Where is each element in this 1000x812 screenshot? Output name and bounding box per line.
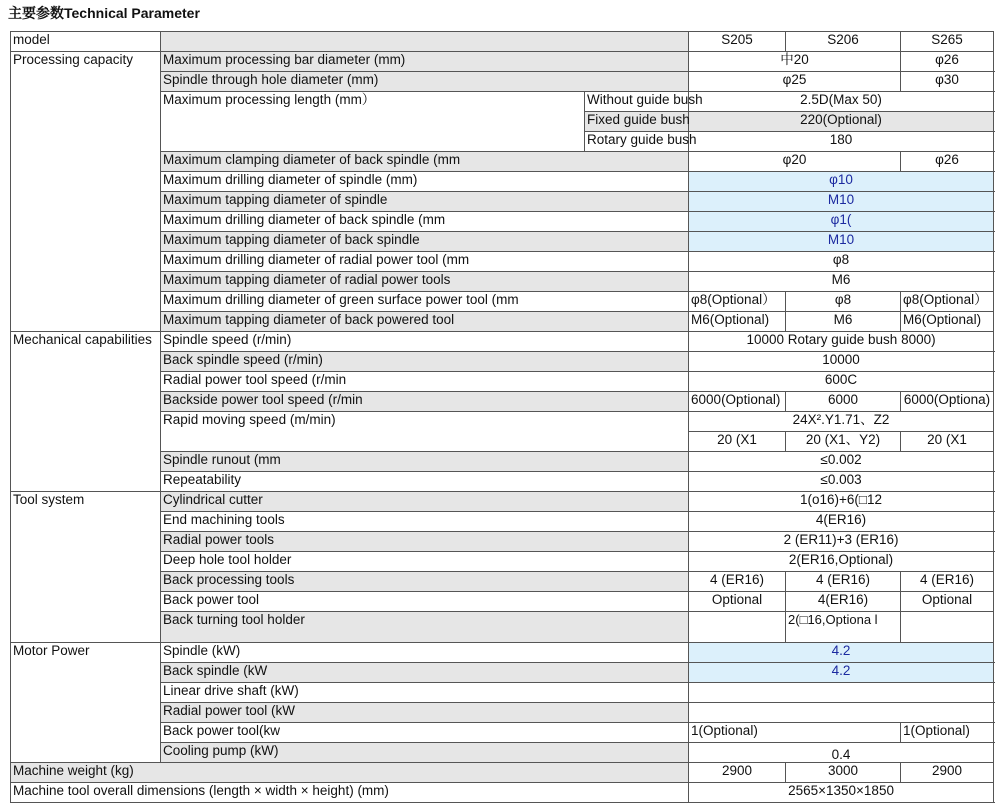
table-row (11, 492, 994, 512)
row-label: Radial power tool speed (r/min (161, 372, 689, 392)
group-processing: Processing capacity (11, 52, 161, 332)
group-mechanical: Mechanical capabilities (11, 332, 161, 492)
model-s206: S206 (786, 32, 901, 52)
group-tool: Tool system (11, 492, 161, 643)
row-label: Back turning tool holder (161, 612, 689, 643)
cell-value: 6000(Optiona) (901, 392, 994, 412)
cell-value: ≤0.003 (689, 472, 994, 492)
header-blank (161, 32, 689, 52)
cell-value: 24X².Y1.71、Z2 (689, 412, 994, 432)
row-label: Maximum tapping diameter of spindle (161, 192, 689, 212)
cell-value: 2.5D(Max 50) (689, 92, 994, 112)
cell-value: M6 (689, 272, 994, 292)
cell-value: 20 (X1 (901, 432, 994, 452)
header-row (11, 32, 994, 52)
cell-value: 180 (689, 132, 994, 152)
cell-value: M6 (786, 312, 901, 332)
cell-value: 220(Optional) (689, 112, 994, 132)
cell-value: φ8(Optional） (901, 292, 994, 312)
row-label: End machining tools (161, 512, 689, 532)
row-label: Machine weight (kg) (11, 763, 689, 783)
cell-value: 4 (ER16) (786, 572, 901, 592)
row-label: Maximum drilling diameter of radial power tool (mm (161, 252, 689, 272)
cell-value: 600C (689, 372, 994, 392)
cell-value: Optional (901, 592, 994, 612)
table-row (11, 783, 994, 803)
cell-value: 10000 Rotary guide bush 8000) (689, 332, 994, 352)
cell-value: 2(ER16,Optional) (689, 552, 994, 572)
row-label: Maximum tapping diameter of radial power tools (161, 272, 689, 292)
group-motor: Motor Power (11, 643, 161, 763)
cell-value: 2(□16,Optiona l (786, 612, 901, 643)
table-row (11, 643, 994, 663)
row-label: Spindle through hole diameter (mm) (161, 72, 689, 92)
cell-value: 2900 (689, 763, 786, 783)
cell-value: 20 (X1 (689, 432, 786, 452)
row-label: Maximum tapping diameter of back powered tool (161, 312, 689, 332)
cell-value: 2565×1350×1850 (689, 783, 994, 803)
row-label: Cooling pump (kW) (161, 743, 689, 763)
page-title: 主要参数Technical Parameter (8, 5, 200, 21)
row-label: Back processing tools (161, 572, 689, 592)
cell-value: φ8 (689, 252, 994, 272)
row-label: Back spindle speed (r/min) (161, 352, 689, 372)
cell-value: 10000 (689, 352, 994, 372)
cell-value: 4(ER16) (689, 512, 994, 532)
row-label: Maximum clamping diameter of back spindle (mm (161, 152, 689, 172)
row-label: Maximum drilling diameter of spindle (mm) (161, 172, 689, 192)
row-label: Maximum tapping diameter of back spindle (161, 232, 689, 252)
row-label: Repeatability (161, 472, 689, 492)
row-label: Radial power tool (kW (161, 703, 689, 723)
cell-value (689, 612, 786, 643)
cell-value: 4 (ER16) (689, 572, 786, 592)
table-row (11, 763, 994, 783)
sub-label: Fixed guide bush (585, 112, 689, 132)
cell-value: 0.4 (689, 743, 994, 763)
row-label: Spindle (kW) (161, 643, 689, 663)
row-label: Maximum drilling diameter of back spindle (mm (161, 212, 689, 232)
row-label: Cylindrical cutter (161, 492, 689, 512)
cell-value (689, 683, 994, 703)
row-label: Deep hole tool holder (161, 552, 689, 572)
cell-value (901, 612, 994, 643)
cell-value: 2 (ER11)+3 (ER16) (689, 532, 994, 552)
sub-label: Without guide bush (585, 92, 689, 112)
row-label: Rapid moving speed (m/min) (161, 412, 689, 452)
sub-label: Rotary guide bush (585, 132, 689, 152)
cell-value: φ1( (689, 212, 994, 232)
cell-value: 1(Optional) (901, 723, 994, 743)
cell-value: 4 (ER16) (901, 572, 994, 592)
cell-value: 1(Optional) (689, 723, 901, 743)
cell-value: φ20 (689, 152, 901, 172)
table-row (11, 52, 994, 72)
cell-value: φ26 (901, 152, 994, 172)
cell-value: M6(Optional) (689, 312, 786, 332)
row-label: Back power tool(kw (161, 723, 689, 743)
cell-value: 20 (X1、Y2) (786, 432, 901, 452)
cell-value: 4(ER16) (786, 592, 901, 612)
model-header: model (11, 32, 161, 52)
cell-value: 6000 (786, 392, 901, 412)
row-label: Back spindle (kW (161, 663, 689, 683)
cell-value: 2900 (901, 763, 994, 783)
row-label: Backside power tool speed (r/min (161, 392, 689, 412)
row-label: Back power tool (161, 592, 689, 612)
cell-value: φ25 (689, 72, 901, 92)
cell-value: φ10 (689, 172, 994, 192)
cell-value: φ8 (786, 292, 901, 312)
cell-value: φ26 (901, 52, 994, 72)
row-label: Machine tool overall dimensions (length × width × height) (mm) (11, 783, 689, 803)
row-label: Linear drive shaft (kW) (161, 683, 689, 703)
cell-value: φ8(Optional） (689, 292, 786, 312)
cell-value: φ30 (901, 72, 994, 92)
cell-value: 4.2 (689, 643, 994, 663)
row-label: Maximum processing bar diameter (mm) (161, 52, 689, 72)
model-s265: S265 (901, 32, 994, 52)
cell-value: Optional (689, 592, 786, 612)
cell-value: 6000(Optional) (689, 392, 786, 412)
row-label: Spindle speed (r/min) (161, 332, 689, 352)
cell-value (689, 703, 994, 723)
cell-value: M10 (689, 192, 994, 212)
cell-value: ≤0.002 (689, 452, 994, 472)
cell-value: M10 (689, 232, 994, 252)
cell-value: 中20 (689, 52, 901, 72)
row-label: Radial power tools (161, 532, 689, 552)
cell-value: 1(o16)+6(□12 (689, 492, 994, 512)
cell-value: M6(Optional) (901, 312, 994, 332)
model-s205: S205 (689, 32, 786, 52)
row-label: Maximum processing length (mm） (161, 92, 585, 152)
spec-table (10, 31, 994, 803)
row-label: Maximum drilling diameter of green surface power tool (mm (161, 292, 689, 312)
row-label: Spindle runout (mm (161, 452, 689, 472)
table-row (11, 332, 994, 352)
cell-value: 4.2 (689, 663, 994, 683)
cell-value: 3000 (786, 763, 901, 783)
